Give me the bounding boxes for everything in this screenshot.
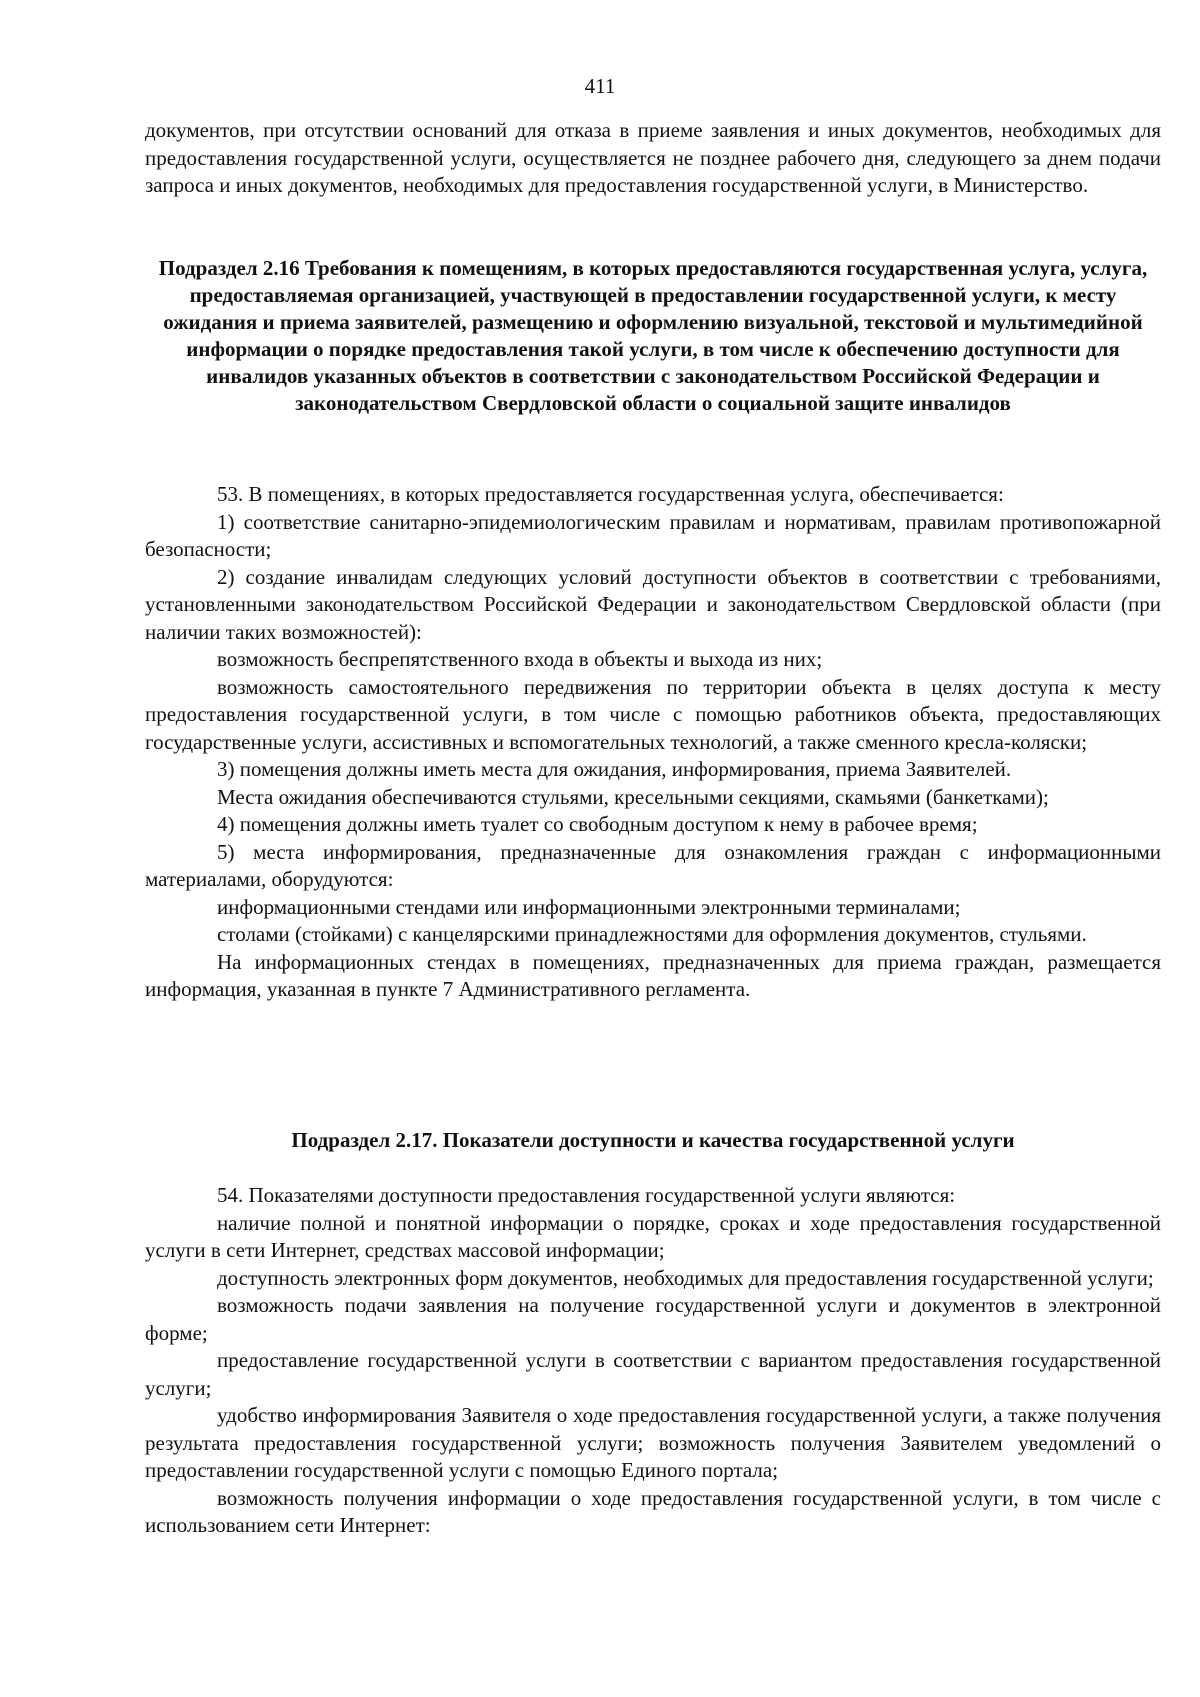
paragraph-53-4: возможность самостоятельного передвижения по территории объекта в целях доступа к месту предоставления государственной услуги, в том числе с помощью работников объекта, предоставляющих государственные услуги, ассистивных и вспомогательных технологий, а также сменного кресла-коляски; — [145, 674, 1161, 754]
paragraph-53-3: возможность беспрепятственного входа в объекты и выхода из них; — [217, 647, 823, 671]
paragraph-53-9: информационными стендами или информационными электронными терминалами; — [217, 894, 961, 919]
paragraph-54-0: 54. Показателями доступности предоставления государственной услуги являются: — [217, 1183, 956, 1207]
paragraph-53-5: 3) помещения должны иметь места для ожидания, информирования, приема Заявителей. — [217, 757, 1012, 781]
paragraph-54-3: возможность подачи заявления на получение государственной услуги и документов в электронной форме; — [145, 1293, 1161, 1345]
heading-217-block — [145, 1127, 1161, 1154]
paragraph-54-4: предоставление государственной услуги в соответствии с вариантом предоставления государственной услуги; — [145, 1348, 1161, 1400]
paragraph-53-2: 2) создание инвалидам следующих условий доступности объектов в соответствии с требованиями, установленными законодательством Российской Федерации и законодательством Свердловской области (при наличии таких возможностей): — [145, 564, 1161, 644]
paragraph-53-1: 1) соответствие санитарно-эпидемиологическим правилам и нормативам, правилам противопожарной безопасности; — [145, 509, 1161, 561]
section-heading-2-17: Подраздел 2.17. Показатели доступности и качества государственной услуги — [291, 1128, 1015, 1152]
intro-paragraph: документов, при отсутствии оснований для отказа в приеме заявления и иных документов, необходимых для предоставления государственной услуги, осуществляется не позднее рабочего дня, следующего за днем подачи запроса и иных документов, необходимых для предоставления государственной услуги, в Министерство. — [145, 118, 1161, 197]
paragraph-53-11: На информационных стендах в помещениях, предназначенных для приема граждан, размещается информация, указанная в пункте 7 Административного регламента. — [145, 949, 1161, 1001]
intro-block — [145, 117, 1161, 200]
paragraph-54-5: удобство информирования Заявителя о ходе предоставления государственной услуги, а также получения результата предоставления государственной услуги; возможность получения Заявителем уведомлений о предоставлении государственной услуги с помощью Единого портала; — [145, 1403, 1161, 1482]
section-54 — [145, 1182, 1161, 1540]
paragraph-54-1: наличие полной и понятной информации о порядке, сроках и ходе предоставления государственной услуги в сети Интернет, средствах массовой информации; — [145, 1210, 1161, 1262]
paragraph-54-6: возможность получения информации о ходе предоставления государственной услуги, в том числе с использованием сети Интернет: — [145, 1485, 1161, 1537]
paragraph-53-7: 4) помещения должны иметь туалет со свободным доступом к нему в рабочее время; — [217, 812, 978, 836]
paragraph-53-6: Места ожидания обеспечиваются стульями, кресельными секциями, скамьями (банкетками); — [217, 784, 1049, 809]
paragraph-53-0: 53. В помещениях, в которых предоставляется государственная услуга, обеспечивается: — [217, 482, 1004, 506]
paragraph-53-8: 5) места информирования, предназначенные для ознакомления граждан с информационными материалами, оборудуются: — [145, 839, 1161, 891]
section-53 — [145, 481, 1161, 1004]
paragraph-53-10: столами (стойками) с канцелярскими принадлежностями для оформления документов, стульями. — [217, 922, 1087, 946]
section-heading-2-16: Подраздел 2.16 Требования к помещениям, в которых предоставляются государственная услуга, услуга, предоставляемая организацией, участвующей в предоставлении государственной услуги, к месту ожидания и приема заявителей, размещению и оформлению визуальной, текстовой и мультимедийной информации о порядке предоставления такой услуги, в том числе к обеспечению доступности для инвалидов указанных объектов в соответствии с законодательством Российской Федерации и законодательством Свердловской области о социальной защите инвалидов — [158, 256, 1148, 415]
page-number: 411 — [584, 74, 616, 98]
paragraph-54-2: доступность электронных форм документов, необходимых для предоставления государственной услуги; — [217, 1265, 1154, 1290]
heading-216-block — [145, 255, 1161, 417]
